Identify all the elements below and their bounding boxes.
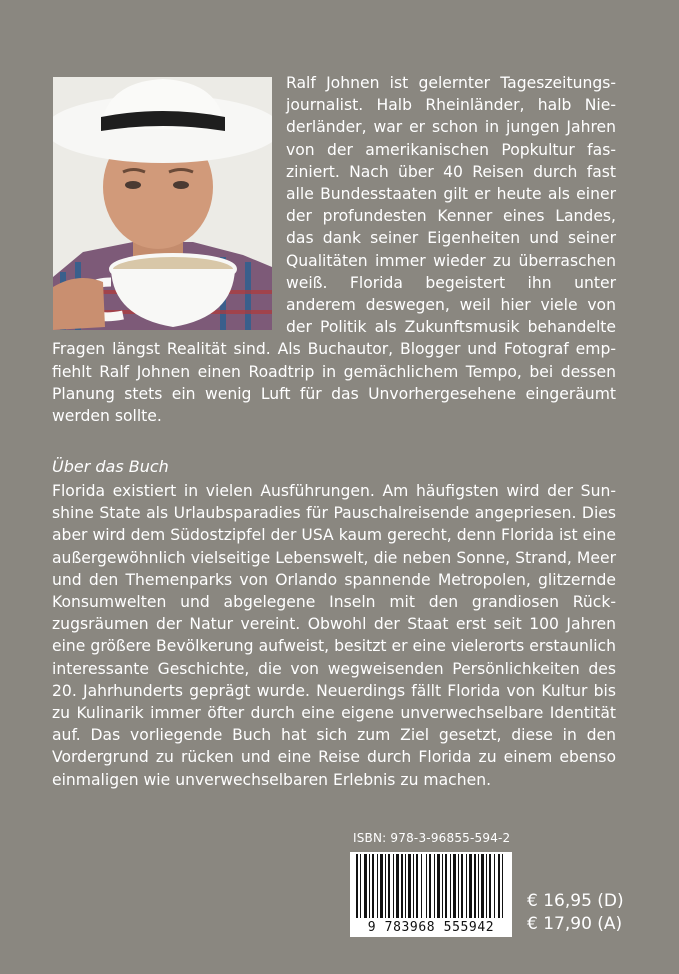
barcode-digits: 9 783968 555942 <box>350 918 512 936</box>
author-bio-text: Ralf Johnen ist gelernter Tageszeitungsjournalist. Halb Rheinländer, halb Niederländer, war er schon in jungen Jahren von der amerikanischen Popkultur fasziniert. Nach über 40 Reisen durch fast alle Bundesstaaten gilt er heute als einer der profundesten Kenner eines Landes, das dank seiner Eigenheiten und seiner Qualitäten immer wieder zu überraschen weiß. Florida begeistert ihn unter anderem deswegen, weil hier viele von der Politik als Zukunftsmusik behandelte Fragen längst Realität sind. Als Buchautor, Blogger und Fotograf empfiehlt Ralf Johnen einen Roadtrip in gemächlichem Tempo, bei dessen Planung stets ein wenig Luft für das Unvorhergesehene eingeräumt werden sollte. <box>52 74 616 426</box>
price-austria: € 17,90 (A) <box>527 914 623 934</box>
about-title: Über das Buch <box>52 457 169 476</box>
price-germany: € 16,95 (D) <box>527 891 624 911</box>
barcode <box>350 852 512 937</box>
author-bio <box>52 72 616 427</box>
about-body: Florida existiert in vielen Ausführungen. Am häufigsten wird der Sunshine State als Urlaubsparadies für Pauschalreisende angepriesen. Dies aber wird dem Südostzipfel der USA kaum gerecht, denn Florida ist eine außergewöhnlich vielseitige Lebenswelt, die neben Sonne, Strand, Meer und den Themenparks von Orlando spannende Metropolen, glitzernde Konsumwelten und abgelegene Inseln mit den grandiosen Rückzugsräumen der Natur vereint. Obwohl der Staat erst seit 100 Jahren eine größere Bevölkerung aufweist, besitzt er eine vielerorts erstaunlich interessante Geschichte, die von wegweisenden Persönlichkeiten des 20. Jahrhunderts geprägt wurde. Neuerdings fällt Florida von Kultur bis zu Kulinarik immer öfter durch eine eigene unverwechselbare Identität auf. Das vorliegende Buch hat sich zum Ziel gesetzt, diese in den Vordergrund zu rücken und eine Reise durch Florida zu einem ebenso einmaligen wie unverwechselbaren Erlebnis zu machen. <box>52 482 616 789</box>
photo-spacer <box>52 72 286 336</box>
isbn-label: ISBN: 978-3-96855-594-2 <box>353 831 511 845</box>
